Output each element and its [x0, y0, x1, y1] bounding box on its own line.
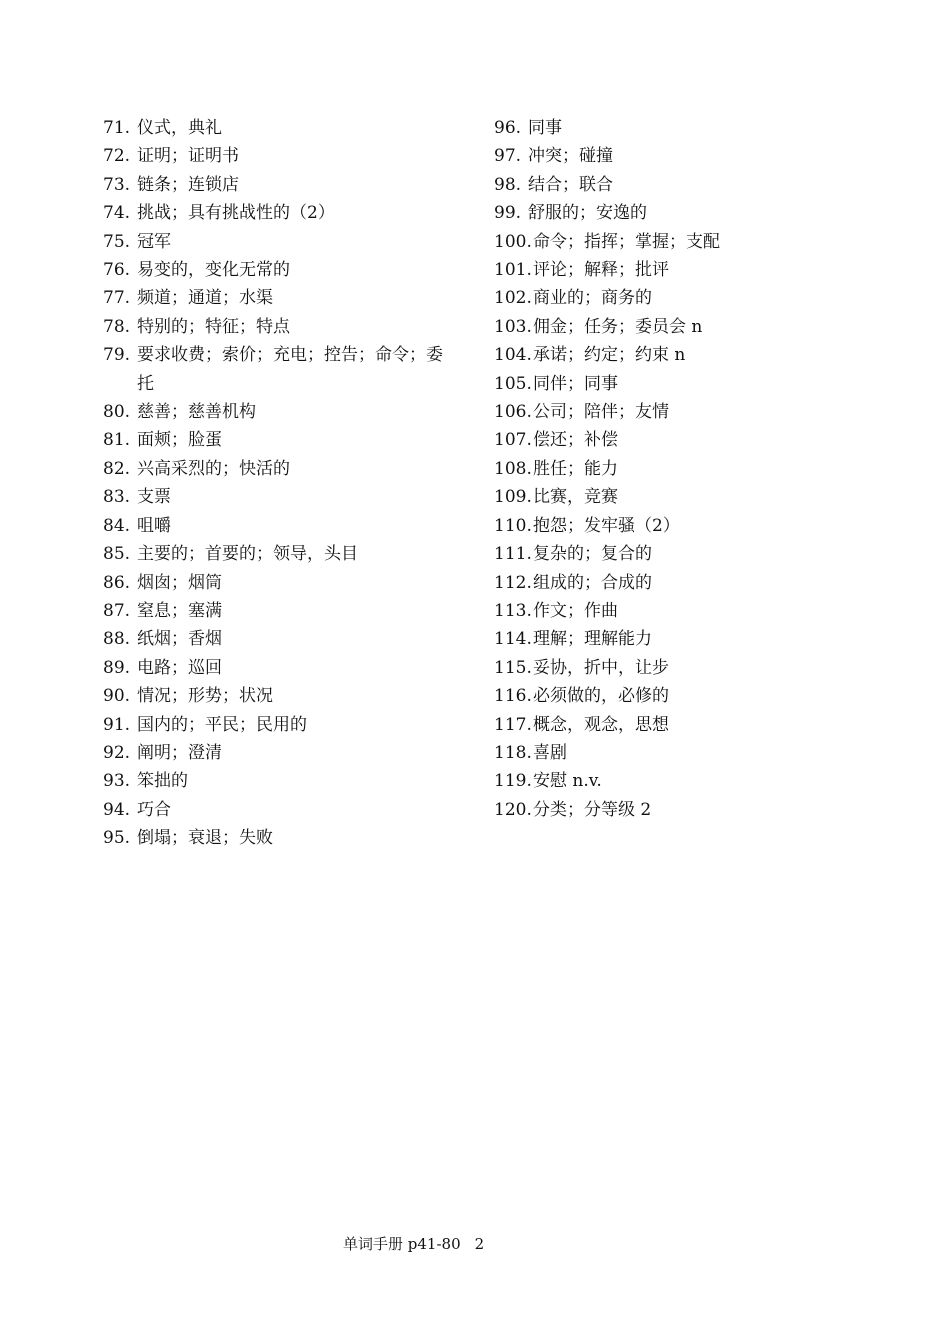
- item-number: 109.: [494, 487, 532, 508]
- vocab-item: [103, 171, 473, 199]
- vocab-item: [103, 767, 473, 795]
- vocab-item: [103, 625, 473, 653]
- item-definition: 主要的；首要的；领导，头目: [137, 544, 358, 565]
- vocab-item: [103, 569, 473, 597]
- item-definition: 理解；理解能力: [533, 629, 652, 650]
- item-definition: 冠军: [137, 231, 171, 252]
- vocab-item: [103, 426, 473, 454]
- item-definition: 同事: [528, 118, 562, 138]
- vocab-item: [103, 654, 473, 682]
- vocab-item: [103, 512, 473, 540]
- item-number: 120.: [494, 799, 532, 820]
- item-number: 89.: [103, 657, 131, 678]
- item-number: 92.: [103, 742, 131, 763]
- item-definition: 特别的；特征；特点: [137, 316, 290, 337]
- item-number: 84.: [103, 515, 131, 536]
- vocab-item: [494, 228, 794, 256]
- item-definition: 复杂的；复合的: [533, 544, 652, 565]
- item-definition: 频道；通道；水渠: [137, 288, 273, 309]
- item-definition: 易变的，变化无常的: [137, 260, 290, 281]
- item-number: 86.: [103, 572, 131, 593]
- vocab-item: [494, 597, 794, 625]
- vocab-item: [103, 398, 473, 426]
- vocab-item: [494, 370, 794, 398]
- item-definition: 兴高采烈的；快活的: [137, 458, 290, 479]
- vocab-item: [103, 597, 473, 625]
- item-number: 94.: [103, 799, 131, 820]
- vocab-item: [494, 171, 794, 199]
- item-definition: 必须做的，必修的: [533, 686, 669, 707]
- vocab-item: [494, 767, 794, 795]
- item-number: 103.: [494, 316, 532, 337]
- item-definition: 比赛，竞赛: [533, 487, 618, 508]
- page-number: 2: [474, 1235, 485, 1253]
- vocab-item: [494, 512, 794, 540]
- item-number: 102.: [494, 288, 532, 309]
- vocab-item: [103, 284, 473, 312]
- item-definition: 分类；分等级 2: [533, 799, 652, 820]
- vocab-item: [494, 540, 794, 568]
- left-column: [103, 114, 473, 853]
- item-definition: 概念，观念，思想: [533, 714, 669, 735]
- item-number: 112.: [494, 572, 532, 593]
- item-definition: 胜任；能力: [533, 458, 618, 479]
- item-number: 90.: [103, 686, 131, 707]
- vocab-item: [103, 142, 473, 170]
- item-number: 119.: [494, 771, 532, 792]
- right-column: [494, 114, 794, 824]
- item-number: 75.: [103, 231, 131, 252]
- item-definition: 冲突；碰撞: [528, 146, 613, 167]
- item-definition: 巧合: [137, 799, 171, 820]
- vocab-item: [103, 682, 473, 710]
- item-definition: 要求收费；索价；充电；控告；命令；委托: [137, 345, 443, 394]
- vocab-item: [494, 483, 794, 511]
- item-definition: 喜剧: [533, 742, 567, 763]
- item-number: 110.: [494, 515, 532, 536]
- item-definition: 电路；巡回: [137, 657, 222, 678]
- vocab-item: [494, 796, 794, 824]
- item-number: 85.: [103, 544, 131, 565]
- item-definition: 面颊；脸蛋: [137, 430, 222, 451]
- vocab-item: [103, 796, 473, 824]
- item-number: 81.: [103, 430, 131, 451]
- vocab-item: [494, 313, 794, 341]
- vocab-item: [103, 114, 473, 142]
- vocab-item: [494, 398, 794, 426]
- vocab-item: [103, 455, 473, 483]
- item-number: 99.: [494, 203, 522, 224]
- footer-title: 单词手册 p41-80: [343, 1235, 461, 1253]
- vocab-item: [494, 256, 794, 284]
- item-definition: 窒息；塞满: [137, 600, 222, 621]
- item-definition: 挑战；具有挑战性的（2）: [137, 203, 335, 224]
- item-number: 107.: [494, 430, 532, 451]
- item-definition: 纸烟；香烟: [137, 629, 222, 650]
- item-definition: 评论；解释；批评: [533, 260, 669, 281]
- item-number: 106.: [494, 402, 532, 423]
- item-definition: 商业的；商务的: [533, 288, 652, 309]
- item-number: 105.: [494, 373, 532, 394]
- item-number: 88.: [103, 629, 131, 650]
- item-number: 96.: [494, 118, 522, 138]
- item-number: 97.: [494, 146, 522, 167]
- item-definition: 烟囱；烟筒: [137, 572, 222, 593]
- item-number: 100.: [494, 231, 532, 252]
- item-number: 71.: [103, 118, 131, 138]
- item-definition: 组成的；合成的: [533, 572, 652, 593]
- vocab-item: [103, 256, 473, 284]
- item-definition: 情况；形势；状况: [137, 686, 273, 707]
- vocab-item: [103, 824, 473, 852]
- vocab-item: [103, 341, 473, 398]
- item-definition: 结合；联合: [528, 174, 613, 195]
- item-number: 82.: [103, 458, 131, 479]
- item-number: 91.: [103, 714, 131, 735]
- item-definition: 支票: [137, 487, 171, 508]
- item-number: 74.: [103, 203, 131, 224]
- item-number: 116.: [494, 686, 532, 707]
- item-definition: 偿还；补偿: [533, 430, 618, 451]
- item-number: 76.: [103, 260, 131, 281]
- item-number: 115.: [494, 657, 532, 678]
- vocab-item: [494, 426, 794, 454]
- vocab-item: [103, 483, 473, 511]
- item-definition: 链条；连锁店: [137, 174, 239, 195]
- item-number: 113.: [494, 600, 532, 621]
- vocab-item: [494, 455, 794, 483]
- item-number: 77.: [103, 288, 131, 309]
- item-definition: 同伴；同事: [533, 373, 618, 394]
- item-definition: 抱怨；发牢骚（2）: [533, 515, 680, 536]
- item-number: 79.: [103, 345, 131, 366]
- vocab-item: [103, 228, 473, 256]
- item-definition: 国内的；平民；民用的: [137, 714, 307, 735]
- item-definition: 倒塌；衰退；失败: [137, 828, 273, 849]
- item-number: 87.: [103, 600, 131, 621]
- item-definition: 仪式，典礼: [137, 118, 222, 138]
- item-number: 98.: [494, 174, 522, 195]
- vocab-item: [103, 739, 473, 767]
- item-definition: 安慰 n.v.: [533, 771, 602, 792]
- item-number: 83.: [103, 487, 131, 508]
- item-number: 101.: [494, 260, 532, 281]
- item-definition: 佣金；任务；委员会 n: [533, 316, 703, 337]
- vocab-item: [494, 114, 794, 142]
- vocab-item: [103, 540, 473, 568]
- item-number: 118.: [494, 742, 532, 763]
- item-number: 104.: [494, 345, 532, 366]
- vocab-item: [494, 569, 794, 597]
- item-definition: 慈善；慈善机构: [137, 402, 256, 423]
- vocab-item: [103, 711, 473, 739]
- item-number: 93.: [103, 771, 131, 792]
- vocab-item: [494, 142, 794, 170]
- item-number: 108.: [494, 458, 532, 479]
- item-definition: 阐明；澄清: [137, 742, 222, 763]
- vocab-item: [494, 199, 794, 227]
- item-definition: 妥协，折中，让步: [533, 657, 669, 678]
- item-number: 95.: [103, 828, 131, 849]
- vocab-item: [494, 682, 794, 710]
- item-number: 73.: [103, 174, 131, 195]
- item-definition: 笨拙的: [137, 771, 188, 792]
- item-definition: 命令；指挥；掌握；支配: [533, 231, 720, 252]
- item-number: 117.: [494, 714, 532, 735]
- item-definition: 公司；陪伴；友情: [533, 402, 669, 423]
- item-definition: 证明；证明书: [137, 146, 239, 167]
- item-number: 78.: [103, 316, 131, 337]
- item-number: 111.: [494, 544, 532, 565]
- page-footer: [343, 1233, 484, 1254]
- item-definition: 作文；作曲: [533, 600, 618, 621]
- vocab-item: [494, 341, 794, 369]
- item-number: 72.: [103, 146, 131, 167]
- vocab-item: [494, 711, 794, 739]
- item-number: 114.: [494, 629, 532, 650]
- vocab-item: [494, 284, 794, 312]
- vocab-item: [103, 313, 473, 341]
- item-number: 80.: [103, 402, 131, 423]
- item-definition: 承诺；约定；约束 n: [533, 345, 686, 366]
- item-definition: 咀嚼: [137, 515, 171, 536]
- vocab-item: [494, 654, 794, 682]
- vocab-item: [494, 625, 794, 653]
- vocab-item: [103, 199, 473, 227]
- vocab-item: [494, 739, 794, 767]
- item-definition: 舒服的；安逸的: [528, 203, 647, 224]
